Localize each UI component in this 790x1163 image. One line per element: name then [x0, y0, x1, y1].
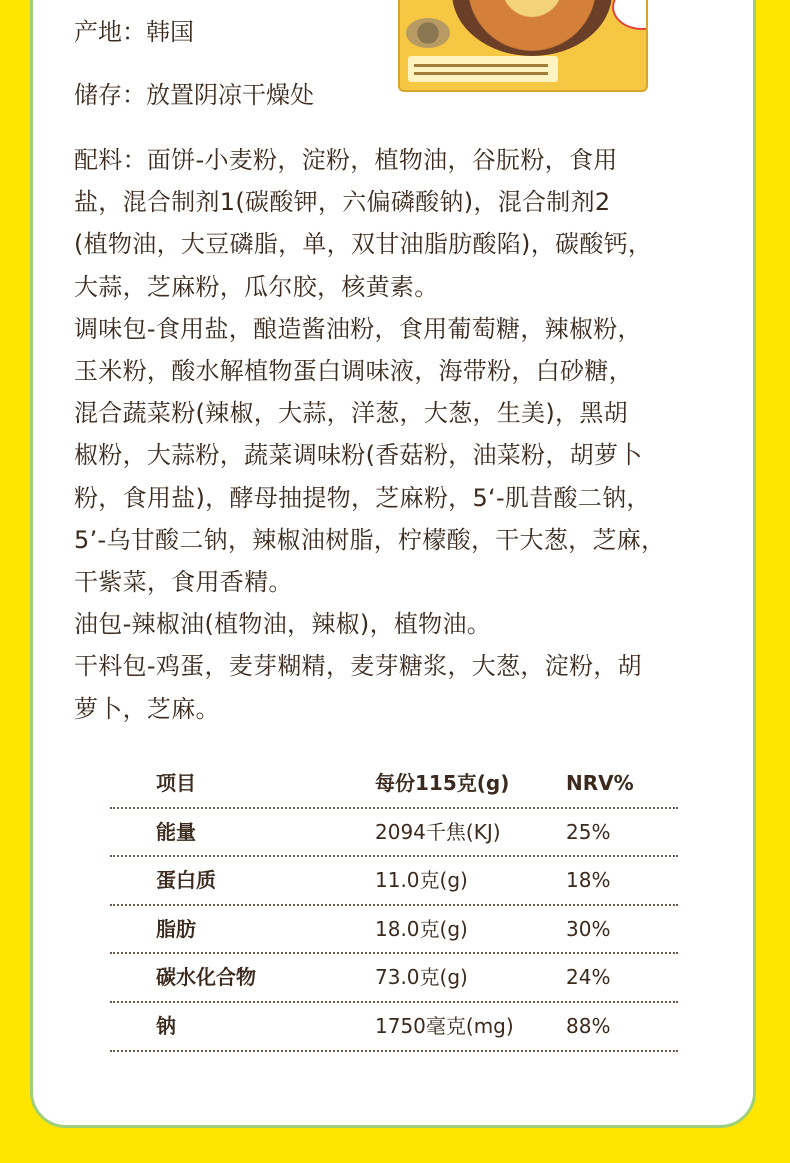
nutrient-nrv: 88%: [566, 1013, 611, 1038]
nutrient-name: 脂肪: [156, 916, 196, 941]
table-row: [110, 954, 678, 1003]
nutrient-name: 钠: [156, 1013, 176, 1038]
table-row: [110, 906, 678, 955]
nutrient-name: 能量: [156, 819, 196, 844]
table-row: [110, 1003, 678, 1052]
header-item: 项目: [156, 771, 196, 795]
nutrient-amount: 73.0克(g): [375, 965, 468, 990]
nutrient-nrv: 24%: [566, 965, 611, 990]
ingredients-line: 干料包-鸡蛋，麦芽糊精，麦芽糖浆，大葱，淀粉，胡: [74, 652, 642, 681]
header-per-serving: 每份115克(g): [375, 771, 510, 795]
product-package-image: [398, 0, 648, 92]
package-label: [408, 56, 558, 82]
ingredients-line: 玉米粉，酸水解植物蛋白调味液，海带粉，白砂糖，: [74, 357, 633, 386]
nutrient-name: 蛋白质: [156, 868, 216, 893]
ingredients-line: 大蒜，芝麻粉，瓜尔胶，核黄素。: [74, 272, 439, 301]
header-nrv: NRV%: [566, 771, 634, 795]
ingredients-line: (植物油，大豆磷脂，单，双甘油脂肪酸陷)，碳酸钙，: [74, 230, 653, 259]
nutrient-amount: 18.0克(g): [375, 916, 468, 941]
sesame-seeds-image: [406, 18, 450, 48]
table-row: [110, 809, 678, 858]
ingredients-line: 干紫菜，食用香精。: [74, 568, 293, 597]
origin-text: 产地：韩国: [74, 18, 194, 46]
ingredients-block: [74, 139, 724, 730]
nutrient-amount: 1750毫克(mg): [375, 1013, 514, 1038]
nutrient-nrv: 18%: [566, 868, 611, 893]
ingredients-line: 粉，食用盐)，酵母抽提物，芝麻粉，5‘-肌昔酸二钠，: [74, 483, 651, 512]
ingredients-line: 椒粉，大蒜粉，蔬菜调味粉(香菇粉，油菜粉，胡萝卜: [74, 441, 643, 470]
noodle-bowl-image: [452, 0, 612, 56]
ingredients-line: 盐，混合制剂1(碳酸钾，六偏磷酸钠)，混合制剂2: [74, 188, 611, 217]
ingredients-line: 调味包-食用盐，酿造酱油粉，食用葡萄糖，辣椒粉，: [74, 314, 642, 343]
package-sticker-badge: [612, 0, 648, 30]
nutrition-table: [110, 760, 678, 1052]
nutrient-amount: 11.0克(g): [375, 868, 468, 893]
storage-text: 储存：放置阴凉干燥处: [74, 81, 314, 109]
ingredients-line: 混合蔬菜粉(辣椒，大蒜，洋葱，大葱，生美)，黑胡: [74, 399, 628, 428]
ingredients-line: 5’-乌甘酸二钠，辣椒油树脂，柠檬酸，干大葱，芝麻，: [74, 525, 666, 554]
nutrient-nrv: 25%: [566, 819, 611, 844]
nutrition-header-row: [110, 760, 678, 809]
nutrient-name: 碳水化合物: [156, 965, 256, 990]
nutrient-nrv: 30%: [566, 916, 611, 941]
ingredients-line: 油包-辣椒油(植物油，辣椒)，植物油。: [74, 610, 492, 639]
ingredients-line: 萝卜，芝麻。: [74, 694, 220, 723]
ingredients-line: 配料：面饼-小麦粉，淀粉，植物油，谷朊粉，食用: [74, 146, 618, 174]
nutrient-amount: 2094千焦(KJ): [375, 819, 501, 844]
table-row: [110, 857, 678, 906]
